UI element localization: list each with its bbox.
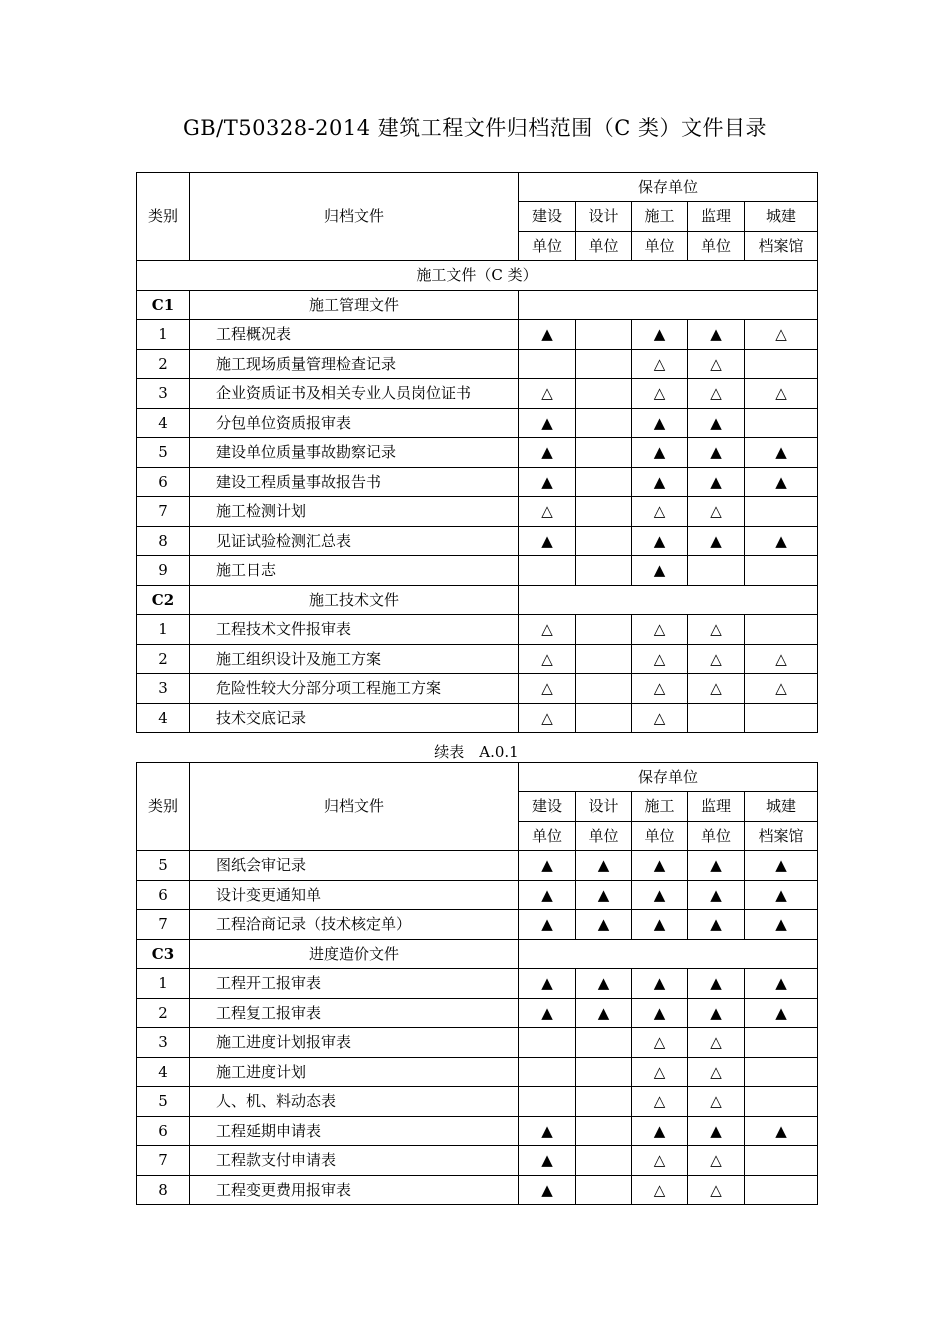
table-row	[137, 969, 818, 999]
file-name: 见证试验检测汇总表	[190, 526, 519, 556]
row-number: 7	[137, 910, 190, 940]
optional-mark: △	[688, 1057, 745, 1087]
empty-mark-cell	[745, 1175, 818, 1205]
optional-mark: △	[745, 644, 818, 674]
group-row	[137, 939, 818, 969]
required-mark: ▲	[632, 438, 688, 468]
file-name: 企业资质证书及相关专业人员岗位证书	[190, 379, 519, 409]
file-name: 人、机、料动态表	[190, 1087, 519, 1117]
table-1-body	[137, 290, 818, 733]
table-row	[137, 1087, 818, 1117]
section-label: 施工文件（C 类）	[137, 261, 818, 291]
optional-mark: △	[688, 615, 745, 645]
header-unit-l2: 单位	[688, 821, 745, 851]
table-row	[137, 379, 818, 409]
required-mark: ▲	[576, 910, 632, 940]
row-number: 1	[137, 320, 190, 350]
empty-mark-cell	[745, 703, 818, 733]
empty-mark-cell	[576, 379, 632, 409]
file-name: 图纸会审记录	[190, 851, 519, 881]
required-mark: ▲	[688, 467, 745, 497]
group-empty-cell	[519, 939, 818, 969]
group-empty-cell	[519, 290, 818, 320]
row-number: 3	[137, 674, 190, 704]
header-unit-l2: 单位	[576, 231, 632, 261]
required-mark: ▲	[576, 880, 632, 910]
table-row	[137, 1175, 818, 1205]
table-row	[137, 438, 818, 468]
header-unit-l1: 设计	[576, 792, 632, 822]
empty-mark-cell	[745, 1146, 818, 1176]
group-name: 进度造价文件	[190, 939, 519, 969]
required-mark: ▲	[632, 969, 688, 999]
optional-mark: △	[632, 349, 688, 379]
header-unit-l1: 城建	[745, 202, 818, 232]
required-mark: ▲	[519, 438, 576, 468]
empty-mark-cell	[745, 615, 818, 645]
required-mark: ▲	[745, 880, 818, 910]
empty-mark-cell	[576, 1028, 632, 1058]
file-name: 工程变更费用报审表	[190, 1175, 519, 1205]
required-mark: ▲	[576, 969, 632, 999]
table-row	[137, 1057, 818, 1087]
required-mark: ▲	[519, 320, 576, 350]
header-unit-l1: 监理	[688, 202, 745, 232]
optional-mark: △	[688, 674, 745, 704]
optional-mark: △	[745, 320, 818, 350]
optional-mark: △	[519, 615, 576, 645]
required-mark: ▲	[519, 969, 576, 999]
empty-mark-cell	[576, 674, 632, 704]
required-mark: ▲	[632, 467, 688, 497]
empty-mark-cell	[576, 1116, 632, 1146]
table-row	[137, 674, 818, 704]
required-mark: ▲	[688, 408, 745, 438]
header-unit-l1: 建设	[519, 202, 576, 232]
optional-mark: △	[688, 1146, 745, 1176]
header-unit-l1: 设计	[576, 202, 632, 232]
row-number: 2	[137, 998, 190, 1028]
table-row	[137, 880, 818, 910]
required-mark: ▲	[632, 998, 688, 1028]
table-row	[137, 851, 818, 881]
required-mark: ▲	[632, 1116, 688, 1146]
header-unit-l2: 单位	[576, 821, 632, 851]
row-number: 8	[137, 526, 190, 556]
header-unit-l1: 施工	[632, 792, 688, 822]
group-code: C2	[137, 585, 190, 615]
required-mark: ▲	[745, 910, 818, 940]
optional-mark: △	[688, 497, 745, 527]
header-unit-l1: 建设	[519, 792, 576, 822]
table-row	[137, 320, 818, 350]
required-mark: ▲	[576, 998, 632, 1028]
required-mark: ▲	[519, 1146, 576, 1176]
empty-mark-cell	[576, 438, 632, 468]
table-row	[137, 910, 818, 940]
optional-mark: △	[632, 703, 688, 733]
required-mark: ▲	[688, 969, 745, 999]
group-row	[137, 585, 818, 615]
empty-mark-cell	[688, 703, 745, 733]
table-row	[137, 615, 818, 645]
empty-mark-cell	[519, 556, 576, 586]
file-name: 施工日志	[190, 556, 519, 586]
file-name: 技术交底记录	[190, 703, 519, 733]
required-mark: ▲	[576, 851, 632, 881]
optional-mark: △	[632, 1146, 688, 1176]
optional-mark: △	[688, 349, 745, 379]
row-number: 3	[137, 1028, 190, 1058]
file-name: 工程开工报审表	[190, 969, 519, 999]
empty-mark-cell	[519, 349, 576, 379]
table-row	[137, 644, 818, 674]
table-row	[137, 408, 818, 438]
required-mark: ▲	[519, 880, 576, 910]
optional-mark: △	[519, 379, 576, 409]
file-name: 分包单位资质报审表	[190, 408, 519, 438]
row-number: 6	[137, 880, 190, 910]
required-mark: ▲	[688, 998, 745, 1028]
row-number: 1	[137, 969, 190, 999]
required-mark: ▲	[745, 467, 818, 497]
required-mark: ▲	[632, 556, 688, 586]
header-category: 类别	[137, 763, 190, 851]
required-mark: ▲	[632, 526, 688, 556]
file-name: 工程洽商记录（技术核定单）	[190, 910, 519, 940]
required-mark: ▲	[632, 320, 688, 350]
optional-mark: △	[632, 497, 688, 527]
table-row	[137, 556, 818, 586]
required-mark: ▲	[745, 438, 818, 468]
optional-mark: △	[688, 379, 745, 409]
optional-mark: △	[632, 1057, 688, 1087]
optional-mark: △	[632, 379, 688, 409]
row-number: 3	[137, 379, 190, 409]
header-keep-units: 保存单位	[519, 763, 818, 792]
empty-mark-cell	[576, 349, 632, 379]
file-name: 工程概况表	[190, 320, 519, 350]
empty-mark-cell	[576, 467, 632, 497]
table-row	[137, 1116, 818, 1146]
row-number: 7	[137, 1146, 190, 1176]
table-row	[137, 526, 818, 556]
empty-mark-cell	[519, 1057, 576, 1087]
table-row	[137, 1146, 818, 1176]
table-row	[137, 998, 818, 1028]
required-mark: ▲	[519, 408, 576, 438]
optional-mark: △	[745, 379, 818, 409]
file-name: 施工进度计划	[190, 1057, 519, 1087]
file-name: 施工现场质量管理检查记录	[190, 349, 519, 379]
required-mark: ▲	[519, 526, 576, 556]
empty-mark-cell	[576, 408, 632, 438]
empty-mark-cell	[576, 556, 632, 586]
table-row	[137, 703, 818, 733]
group-row	[137, 290, 818, 320]
row-number: 4	[137, 703, 190, 733]
required-mark: ▲	[745, 969, 818, 999]
optional-mark: △	[519, 644, 576, 674]
table-row	[137, 349, 818, 379]
file-name: 工程复工报审表	[190, 998, 519, 1028]
header-unit-l2: 单位	[519, 231, 576, 261]
empty-mark-cell	[745, 408, 818, 438]
row-number: 2	[137, 644, 190, 674]
empty-mark-cell	[576, 615, 632, 645]
file-name: 设计变更通知单	[190, 880, 519, 910]
group-name: 施工技术文件	[190, 585, 519, 615]
optional-mark: △	[632, 644, 688, 674]
required-mark: ▲	[745, 851, 818, 881]
optional-mark: △	[688, 644, 745, 674]
header-keep-units: 保存单位	[519, 173, 818, 202]
header-file: 归档文件	[190, 763, 519, 851]
optional-mark: △	[519, 497, 576, 527]
header-file: 归档文件	[190, 173, 519, 261]
file-name: 施工检测计划	[190, 497, 519, 527]
header-unit-l2: 档案馆	[745, 821, 818, 851]
required-mark: ▲	[688, 320, 745, 350]
header-unit-l1: 监理	[688, 792, 745, 822]
empty-mark-cell	[745, 1057, 818, 1087]
empty-mark-cell	[745, 1087, 818, 1117]
optional-mark: △	[632, 1175, 688, 1205]
optional-mark: △	[745, 674, 818, 704]
table-row	[137, 497, 818, 527]
header-unit-l2: 单位	[632, 231, 688, 261]
required-mark: ▲	[688, 438, 745, 468]
optional-mark: △	[688, 1175, 745, 1205]
empty-mark-cell	[576, 1175, 632, 1205]
required-mark: ▲	[745, 526, 818, 556]
row-number: 4	[137, 408, 190, 438]
file-name: 施工组织设计及施工方案	[190, 644, 519, 674]
empty-mark-cell	[745, 497, 818, 527]
group-code: C3	[137, 939, 190, 969]
empty-mark-cell	[576, 1087, 632, 1117]
empty-mark-cell	[519, 1087, 576, 1117]
group-code: C1	[137, 290, 190, 320]
file-name: 危险性较大分部分项工程施工方案	[190, 674, 519, 704]
optional-mark: △	[632, 674, 688, 704]
empty-mark-cell	[576, 703, 632, 733]
required-mark: ▲	[632, 851, 688, 881]
required-mark: ▲	[519, 998, 576, 1028]
file-name: 建设工程质量事故报告书	[190, 467, 519, 497]
header-unit-l1: 施工	[632, 202, 688, 232]
required-mark: ▲	[519, 1116, 576, 1146]
empty-mark-cell	[576, 1146, 632, 1176]
file-name: 建设单位质量事故勘察记录	[190, 438, 519, 468]
optional-mark: △	[519, 674, 576, 704]
archive-table-2	[136, 762, 818, 1205]
table-row	[137, 1028, 818, 1058]
required-mark: ▲	[519, 910, 576, 940]
table-2-body	[137, 851, 818, 1205]
group-empty-cell	[519, 585, 818, 615]
empty-mark-cell	[576, 320, 632, 350]
header-unit-l2: 单位	[632, 821, 688, 851]
header-unit-l2: 档案馆	[745, 231, 818, 261]
empty-mark-cell	[576, 1057, 632, 1087]
file-name: 工程延期申请表	[190, 1116, 519, 1146]
required-mark: ▲	[688, 910, 745, 940]
row-number: 7	[137, 497, 190, 527]
file-name: 施工进度计划报审表	[190, 1028, 519, 1058]
required-mark: ▲	[632, 910, 688, 940]
empty-mark-cell	[576, 497, 632, 527]
row-number: 4	[137, 1057, 190, 1087]
header-unit-l2: 单位	[688, 231, 745, 261]
header-unit-l2: 单位	[519, 821, 576, 851]
table-row	[137, 467, 818, 497]
row-number: 8	[137, 1175, 190, 1205]
required-mark: ▲	[632, 408, 688, 438]
optional-mark: △	[519, 703, 576, 733]
empty-mark-cell	[745, 1028, 818, 1058]
row-number: 6	[137, 1116, 190, 1146]
row-number: 5	[137, 438, 190, 468]
header-category: 类别	[137, 173, 190, 261]
required-mark: ▲	[688, 526, 745, 556]
document-title: GB/T50328-2014 建筑工程文件归档范围（C 类）文件目录	[182, 116, 768, 140]
optional-mark: △	[632, 1087, 688, 1117]
file-name: 工程款支付申请表	[190, 1146, 519, 1176]
empty-mark-cell	[688, 556, 745, 586]
row-number: 5	[137, 1087, 190, 1117]
empty-mark-cell	[745, 349, 818, 379]
required-mark: ▲	[632, 880, 688, 910]
header-unit-l1: 城建	[745, 792, 818, 822]
optional-mark: △	[632, 1028, 688, 1058]
required-mark: ▲	[688, 851, 745, 881]
row-number: 2	[137, 349, 190, 379]
row-number: 5	[137, 851, 190, 881]
optional-mark: △	[632, 615, 688, 645]
file-name: 工程技术文件报审表	[190, 615, 519, 645]
required-mark: ▲	[688, 1116, 745, 1146]
row-number: 1	[137, 615, 190, 645]
row-number: 6	[137, 467, 190, 497]
required-mark: ▲	[519, 467, 576, 497]
required-mark: ▲	[519, 1175, 576, 1205]
group-name: 施工管理文件	[190, 290, 519, 320]
row-number: 9	[137, 556, 190, 586]
empty-mark-cell	[576, 644, 632, 674]
continuation-caption: 续表 A.0.1	[434, 743, 519, 761]
empty-mark-cell	[576, 526, 632, 556]
empty-mark-cell	[745, 556, 818, 586]
required-mark: ▲	[745, 1116, 818, 1146]
optional-mark: △	[688, 1087, 745, 1117]
optional-mark: △	[688, 1028, 745, 1058]
required-mark: ▲	[688, 880, 745, 910]
empty-mark-cell	[519, 1028, 576, 1058]
required-mark: ▲	[519, 851, 576, 881]
archive-table-1	[136, 172, 818, 733]
required-mark: ▲	[745, 998, 818, 1028]
